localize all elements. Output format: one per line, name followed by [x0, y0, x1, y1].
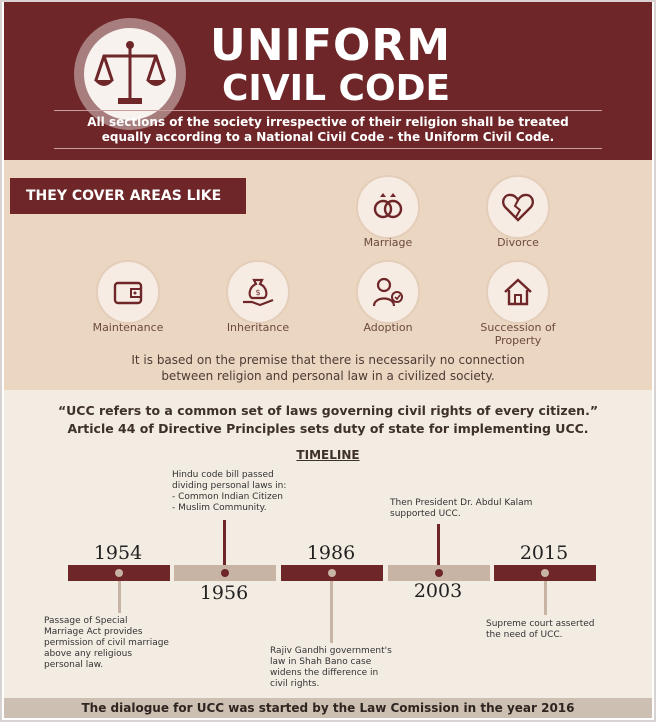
timeline-note-2003: Then President Dr. Abdul Kalam supported UCC. [390, 498, 533, 519]
timeline-dot [115, 569, 123, 577]
rings-icon [356, 175, 420, 239]
title-line-2: CIVIL CODE [222, 68, 451, 109]
timeline-year-1956: 1956 [199, 582, 249, 604]
area-label-succession-line-2: Property [494, 334, 542, 347]
timeline-year-1986: 1986 [306, 542, 356, 564]
timeline-stem-2015 [544, 581, 547, 615]
timeline-segment-2003 [388, 565, 490, 581]
subtitle-line-2: equally according to a National Civil Code - the Uniform Civil Code. [101, 130, 555, 144]
infographic [4, 2, 652, 718]
premise-line-1: It is based on the premise that there is necessarily no connection [131, 353, 525, 367]
area-label-divorce: Divorce [497, 236, 539, 249]
subtitle-line-1: All sections of the society irrespective of their religion shall be treated [87, 115, 569, 129]
house-icon [486, 260, 550, 324]
title-line-1: UNIFORM [210, 20, 452, 71]
timeline-year-2015: 2015 [519, 542, 569, 564]
child-adoption-icon [356, 260, 420, 324]
area-label-maintenance: Maintenance [92, 321, 164, 334]
timeline-year-2003: 2003 [413, 580, 463, 602]
premise-text [44, 352, 612, 384]
quote-line-1: “UCC refers to a common set of laws governing civil rights of every citizen.” [57, 403, 599, 418]
timeline-note-2015: Supreme court asserted the need of UCC. [486, 619, 595, 640]
timeline-note-1986: Rajiv Gandhi government's law in Shah Bano case widens the difference in civil rights. [270, 646, 392, 689]
scales-of-justice-icon [84, 28, 176, 120]
footer-banner: The dialogue for UCC was started by the Law Comission in the year 2016 [4, 698, 652, 718]
timeline-dot [221, 569, 229, 577]
areas-heading: THEY COVER AREAS LIKE [10, 178, 246, 214]
divider [54, 148, 602, 149]
timeline-dot [435, 569, 443, 577]
money-bag-hand-icon [226, 260, 290, 324]
wallet-icon [96, 260, 160, 324]
area-label-marriage: Marriage [363, 236, 413, 249]
header-banner [4, 2, 652, 160]
timeline-stem-1954 [118, 581, 121, 613]
timeline-segment-1956 [174, 565, 276, 581]
subtitle [44, 115, 612, 145]
ucc-quote [24, 402, 632, 438]
timeline-stem-1956 [223, 520, 226, 565]
svg-text:$: $ [255, 288, 261, 297]
timeline-segment-1954 [68, 565, 170, 581]
timeline-note-1954: Passage of Special Marriage Act provides permission of civil marriage above any religious personal law. [44, 616, 169, 670]
timeline-segment-2015 [494, 565, 596, 581]
timeline-note-1956: Hindu code bill passed dividing personal laws in: - Common Indian Citizen - Muslim Community. [172, 470, 287, 513]
emblem-circle [74, 18, 186, 130]
timeline-segment-1986 [281, 565, 383, 581]
timeline-dot [328, 569, 336, 577]
timeline-year-1954: 1954 [93, 542, 143, 564]
area-label-inheritance: Inheritance [226, 321, 290, 334]
timeline-title: TIMELINE [296, 448, 360, 462]
premise-line-2: between religion and personal law in a civilized society. [161, 369, 495, 383]
quote-line-2: Article 44 of Directive Principles sets duty of state for implementing UCC. [67, 421, 589, 436]
divider [54, 110, 602, 111]
area-label-succession-line-1: Succession of [480, 321, 556, 334]
broken-heart-icon [486, 175, 550, 239]
area-label-succession [458, 321, 578, 347]
area-label-adoption: Adoption [363, 321, 413, 334]
timeline-stem-2003 [437, 524, 440, 565]
timeline-stem-1986 [330, 581, 333, 643]
timeline-dot [541, 569, 549, 577]
